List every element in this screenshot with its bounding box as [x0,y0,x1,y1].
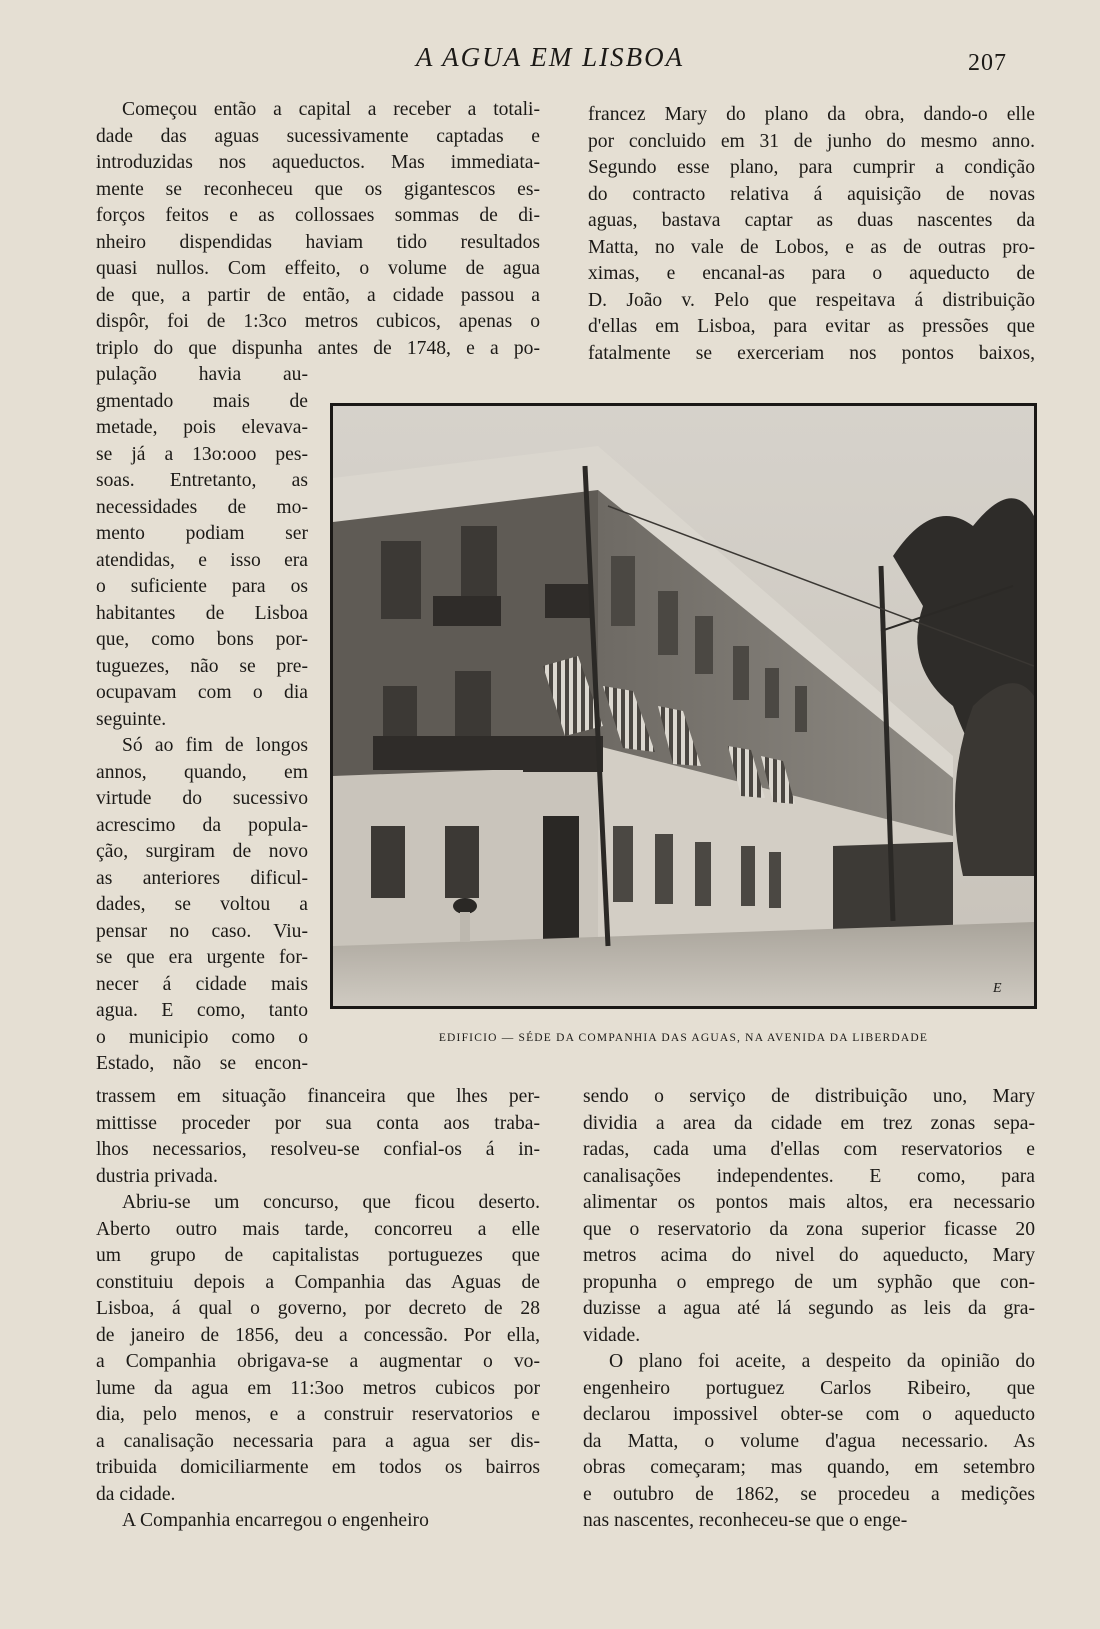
text-line: duzisse a agua até lá segundo as leis da gra- [583,1298,1035,1319]
text-line: A Companhia encarregou o engenheiro [122,1510,429,1531]
text-line: a Companhia obrigava-se a augmentar o vo- [96,1351,540,1372]
text-line: habitantes de Lisboa [96,602,308,624]
text-line: forços feitos e as collossaes sommas de di- [96,205,540,226]
text-line: o suficiente para os [96,576,308,597]
text-line: e outubro de 1862, se procedeu a medições [583,1483,1035,1505]
text-line: francez Mary do plano da obra, dando-o elle [588,104,1035,125]
text-line: dividia a area da cidade em trez zonas sepa- [583,1112,1035,1134]
text-line: que, como bons por- [96,629,308,650]
text-line: Só ao fim de longos [122,735,308,756]
text-line: gmentado mais de [96,390,308,412]
text-line: lhos necessarios, resolveu-se confial-os á in- [96,1139,540,1160]
text-line: Estado, não se encon- [96,1053,308,1074]
text-line: sendo o serviço de distribuição uno, Mary [583,1086,1035,1107]
text-line: Aberto outro mais tarde, concorreu a elle [96,1218,540,1240]
text-line: d'ellas em Lisboa, para evitar as pressões que [588,316,1035,337]
text-line: mittisse proceder por sua conta aos traba- [96,1112,540,1134]
text-line: Lisboa, á qual o governo, por decreto de 28 [96,1298,540,1319]
text-line: ção, surgiram de novo [96,841,308,862]
text-line: canalisações independentes. E como, para [583,1165,1035,1187]
text-line: dade das aguas sucessivamente captadas e [96,125,540,147]
text-line: obras começaram; mas quando, em setembro [583,1457,1035,1478]
pedestrian [460,912,470,942]
text-line: trassem em situação financeira que lhes per- [96,1086,540,1107]
text-line: metade, pois elevava- [96,417,308,438]
text-line: O plano foi aceite, a despeito da opinião do [609,1351,1035,1372]
left-column-narrow [96,362,308,1078]
figure-caption: EDIFICIO — SÉDE DA COMPANHIA DAS AGUAS, NA AVENIDA DA LIBERDADE [438,1032,929,1044]
text-line: declarou impossivel obter-se com o aqueducto [583,1404,1035,1425]
building-photograph [330,403,1037,1009]
text-line: de janeiro de 1856, deu a concessão. Por ella, [96,1324,540,1346]
text-line: pensar no caso. Viu- [96,920,308,942]
text-line: vidade. [583,1324,641,1346]
text-line: a canalisação necessaria para a agua ser dis- [96,1430,540,1452]
text-line: D. João v. Pelo que respeitava á distribuição [588,289,1035,311]
text-line: que o reservatorio da zona superior ficasse 20 [583,1218,1035,1240]
text-line: dustria privada. [96,1165,218,1187]
text-line: quasi nullos. Com effeito, o volume de agua [96,258,540,279]
text-line: alimentar os pontos mais altos, era necessario [583,1192,1035,1213]
text-line: soas. Entretanto, as [96,470,308,491]
text-line: introduzidas nos aqueductos. Mas immediata- [96,152,540,173]
pedestrian [453,898,477,914]
text-line: nas nascentes, reconheceu-se que o enge- [583,1510,908,1531]
text-line: aguas, bastava captar as duas nascentes da [588,210,1035,231]
photographer-monogram: E [993,981,1002,996]
text-line: dia, pelo menos, e a construir reservatorios e [96,1404,540,1425]
text-line: seguinte. [96,708,167,730]
text-line: de que, a partir de então, a cidade passou a [96,284,540,306]
running-title: A AGUA EM LISBOA [415,42,685,72]
text-line: um grupo de capitalistas portuguezes que [96,1245,540,1266]
text-line: mente se reconheceu que os gigantescos es- [96,178,540,200]
text-line: fatalmente se exerceriam nos pontos baixos, [588,342,1035,364]
text-line: atendidas, e isso era [96,549,308,571]
text-line: do contracto relativa á aquisição de novas [588,183,1035,205]
text-line: pulação havia au- [96,364,308,385]
text-line: lume da agua em 11:3oo metros cubicos por [96,1377,540,1399]
text-line: ocupavam com o dia [96,682,308,703]
left-column-top [96,97,540,362]
text-line: da cidade. [96,1483,176,1505]
text-line: tribuida domiciliarmente em todos os bairros [96,1457,540,1478]
right-column-top [588,102,1035,367]
left-column-bottom [96,1084,540,1535]
text-line: annos, quando, em [96,761,308,783]
text-line: triplo do que dispunha antes de 1748, e a po- [96,337,540,359]
text-line: por concluido em 31 de junho do mesmo anno. [588,130,1035,152]
text-line: radas, cada uma d'ellas com reservatorios e [583,1139,1035,1160]
text-line: se que era urgente for- [96,947,308,968]
text-line: virtude do sucessivo [96,788,308,809]
text-line: metros acima do nivel do aqueducto, Mary [583,1245,1035,1266]
text-line: necer á cidade mais [96,973,308,995]
text-line: dades, se voltou a [96,894,308,915]
text-line: acrescimo da popula- [96,814,308,836]
building-photo-illustration [333,406,1034,1006]
text-line: dispôr, foi de 1:3co metros cubicos, apenas o [96,311,540,332]
text-line: mento podiam ser [96,523,308,544]
text-line: engenheiro portuguez Carlos Ribeiro, que [583,1377,1035,1399]
text-line: Segundo esse plano, para cumprir a condição [588,157,1035,178]
text-line: as anteriores dificul- [96,867,308,889]
text-line: se já a 13o:ooo pes- [96,443,308,465]
text-line: da Matta, o volume d'agua necessario. As [583,1430,1035,1452]
text-line: propunha o emprego de um syphão que con- [583,1271,1035,1293]
text-line: agua. E como, tanto [96,1000,308,1021]
text-line: tuguezes, não se pre- [96,655,308,677]
text-line: Abriu-se um concurso, que ficou deserto. [122,1192,540,1213]
text-line: Começou então a capital a receber a totali- [122,99,540,120]
right-column-bottom [583,1084,1035,1535]
text-line: ximas, e encanal-as para o aqueducto de [588,263,1035,284]
text-line: o municipio como o [96,1026,308,1048]
text-line: constituiu depois a Companhia das Aguas de [96,1271,540,1293]
page-number: 207 [968,50,1007,76]
text-line: necessidades de mo- [96,496,308,518]
text-line: nheiro dispendidas haviam tido resultados [96,231,540,253]
text-line: Matta, no vale de Lobos, e as de outras pro- [588,236,1035,258]
